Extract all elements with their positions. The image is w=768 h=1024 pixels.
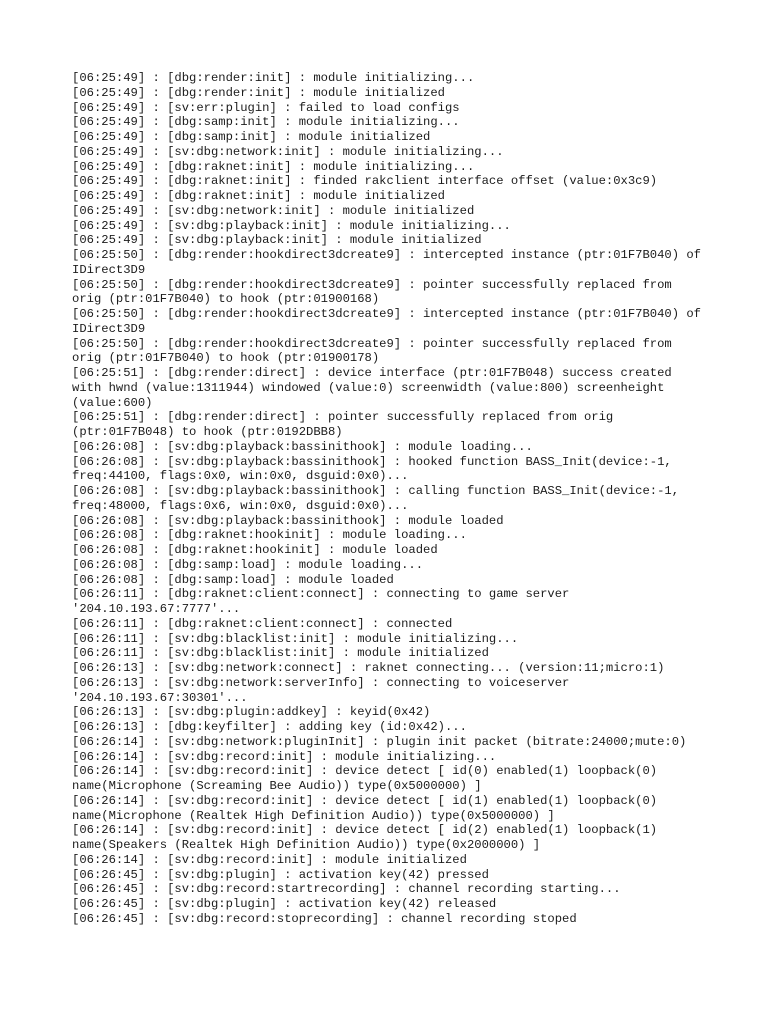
log-line: [06:26:08] : [sv:dbg:playback:bassinithook] : calling function BASS_Init(device:-1, freq:48000, flags:0x6, win:0x0, dsguid:0x0)...: [72, 484, 687, 513]
log-line: [06:26:45] : [sv:dbg:plugin] : activation key(42) released: [72, 897, 497, 911]
log-line: [06:26:08] : [dbg:raknet:hookinit] : module loaded: [72, 543, 438, 557]
log-line: [06:25:49] : [dbg:samp:init] : module initializing...: [72, 115, 460, 130]
log-line: [06:26:13] : [sv:dbg:plugin:addkey] : keyid(0x42): [72, 705, 431, 720]
debug-log: [72, 71, 709, 927]
log-line: [06:26:14] : [sv:dbg:record:init] : device detect [ id(0) enabled(1) loopback(0) name(Microphone (Screaming Bee Audio)) type(0x5000000) ]: [72, 764, 665, 793]
log-line: [06:25:50] : [dbg:render:hookdirect3dcreate9] : pointer successfully replaced from orig (ptr:01F7B040) to hook (ptr:01900168): [72, 277, 680, 307]
log-line: [06:25:49] : [sv:err:plugin] : failed to load configs: [72, 100, 460, 115]
log-line: [06:26:45] : [sv:dbg:record:startrecording] : channel recording starting...: [72, 882, 621, 897]
log-line: [06:26:13] : [sv:dbg:network:connect] : raknet connecting... (version:11;micro:1): [72, 661, 665, 675]
log-line: [06:25:51] : [dbg:render:direct] : device interface (ptr:01F7B048) success created with hwnd (value:1311944) windowed (value:0) screenwidth (value:800) screenheight (value:600): [72, 366, 680, 410]
log-line: [06:26:08] : [dbg:samp:load] : module loaded: [72, 572, 394, 587]
log-line: [06:26:08] : [dbg:raknet:hookinit] : module loading...: [72, 528, 467, 543]
log-line: [06:25:49] : [sv:dbg:network:init] : module initialized: [72, 203, 475, 218]
log-line: [06:25:50] : [dbg:render:hookdirect3dcreate9] : intercepted instance (ptr:01F7B040) of IDirect3D9: [72, 248, 709, 277]
log-line: [06:25:49] : [sv:dbg:playback:init] : module initializing...: [72, 218, 511, 233]
log-line: [06:25:49] : [dbg:raknet:init] : module initialized: [72, 189, 445, 203]
log-line: [06:26:14] : [sv:dbg:record:init] : module initialized: [72, 852, 467, 867]
log-line: [06:26:13] : [sv:dbg:network:serverInfo] : connecting to voiceserver '204.10.193.67:30301'...: [72, 675, 577, 705]
log-line: [06:26:11] : [sv:dbg:blacklist:init] : module initialized: [72, 646, 489, 661]
log-line: [06:25:50] : [dbg:render:hookdirect3dcreate9] : intercepted instance (ptr:01F7B040) of IDirect3D9: [72, 307, 709, 336]
log-line: [06:26:11] : [sv:dbg:blacklist:init] : module initializing...: [72, 631, 519, 646]
log-line: [06:25:49] : [dbg:raknet:init] : finded rakclient interface offset (value:0x3c9): [72, 174, 658, 189]
log-line: [06:26:13] : [dbg:keyfilter] : adding key (id:0x42)...: [72, 720, 467, 734]
log-line: [06:26:45] : [sv:dbg:record:stoprecording] : channel recording stoped: [72, 911, 577, 926]
log-line: [06:25:49] : [dbg:samp:init] : module initialized: [72, 130, 431, 144]
log-line: [06:26:11] : [dbg:raknet:client:connect] : connecting to game server '204.10.193.67:7777'...: [72, 587, 577, 616]
log-line: [06:26:11] : [dbg:raknet:client:connect] : connected: [72, 616, 453, 631]
log-line: [06:26:45] : [sv:dbg:plugin] : activation key(42) pressed: [72, 867, 489, 882]
log-line: [06:25:49] : [sv:dbg:playback:init] : module initialized: [72, 233, 482, 248]
log-line: [06:25:50] : [dbg:render:hookdirect3dcreate9] : pointer successfully replaced from orig (ptr:01F7B040) to hook (ptr:01900178): [72, 336, 680, 366]
log-line: [06:25:49] : [dbg:render:init] : module initializing...: [72, 71, 475, 85]
log-line: [06:26:14] : [sv:dbg:record:init] : device detect [ id(2) enabled(1) loopback(1) name(Speakers (Realtek High Definition Audio)) type(0x2000000) ]: [72, 823, 665, 852]
log-line: [06:26:14] : [sv:dbg:network:pluginInit] : plugin init packet (bitrate:24000;mute:0): [72, 734, 687, 749]
log-line: [06:25:49] : [dbg:render:init] : module initialized: [72, 85, 445, 100]
log-line: [06:26:08] : [sv:dbg:playback:bassinithook] : hooked function BASS_Init(device:-1, freq:44100, flags:0x0, win:0x0, dsguid:0x0)...: [72, 454, 680, 484]
log-line: [06:26:08] : [sv:dbg:playback:bassinithook] : module loaded: [72, 513, 504, 528]
log-line: [06:25:51] : [dbg:render:direct] : pointer successfully replaced from orig (ptr:01F7B048) to hook (ptr:0192DBB8): [72, 410, 621, 439]
log-line: [06:26:08] : [dbg:samp:load] : module loading...: [72, 557, 424, 572]
log-line: [06:26:08] : [sv:dbg:playback:bassinithook] : module loading...: [72, 439, 533, 454]
log-line: [06:25:49] : [sv:dbg:network:init] : module initializing...: [72, 144, 504, 159]
log-line: [06:26:14] : [sv:dbg:record:init] : module initializing...: [72, 749, 497, 764]
log-line: [06:26:14] : [sv:dbg:record:init] : device detect [ id(1) enabled(1) loopback(0) name(Microphone (Realtek High Definition Audio)) type(0x5000000) ]: [72, 793, 665, 823]
log-line: [06:25:49] : [dbg:raknet:init] : module initializing...: [72, 159, 475, 174]
